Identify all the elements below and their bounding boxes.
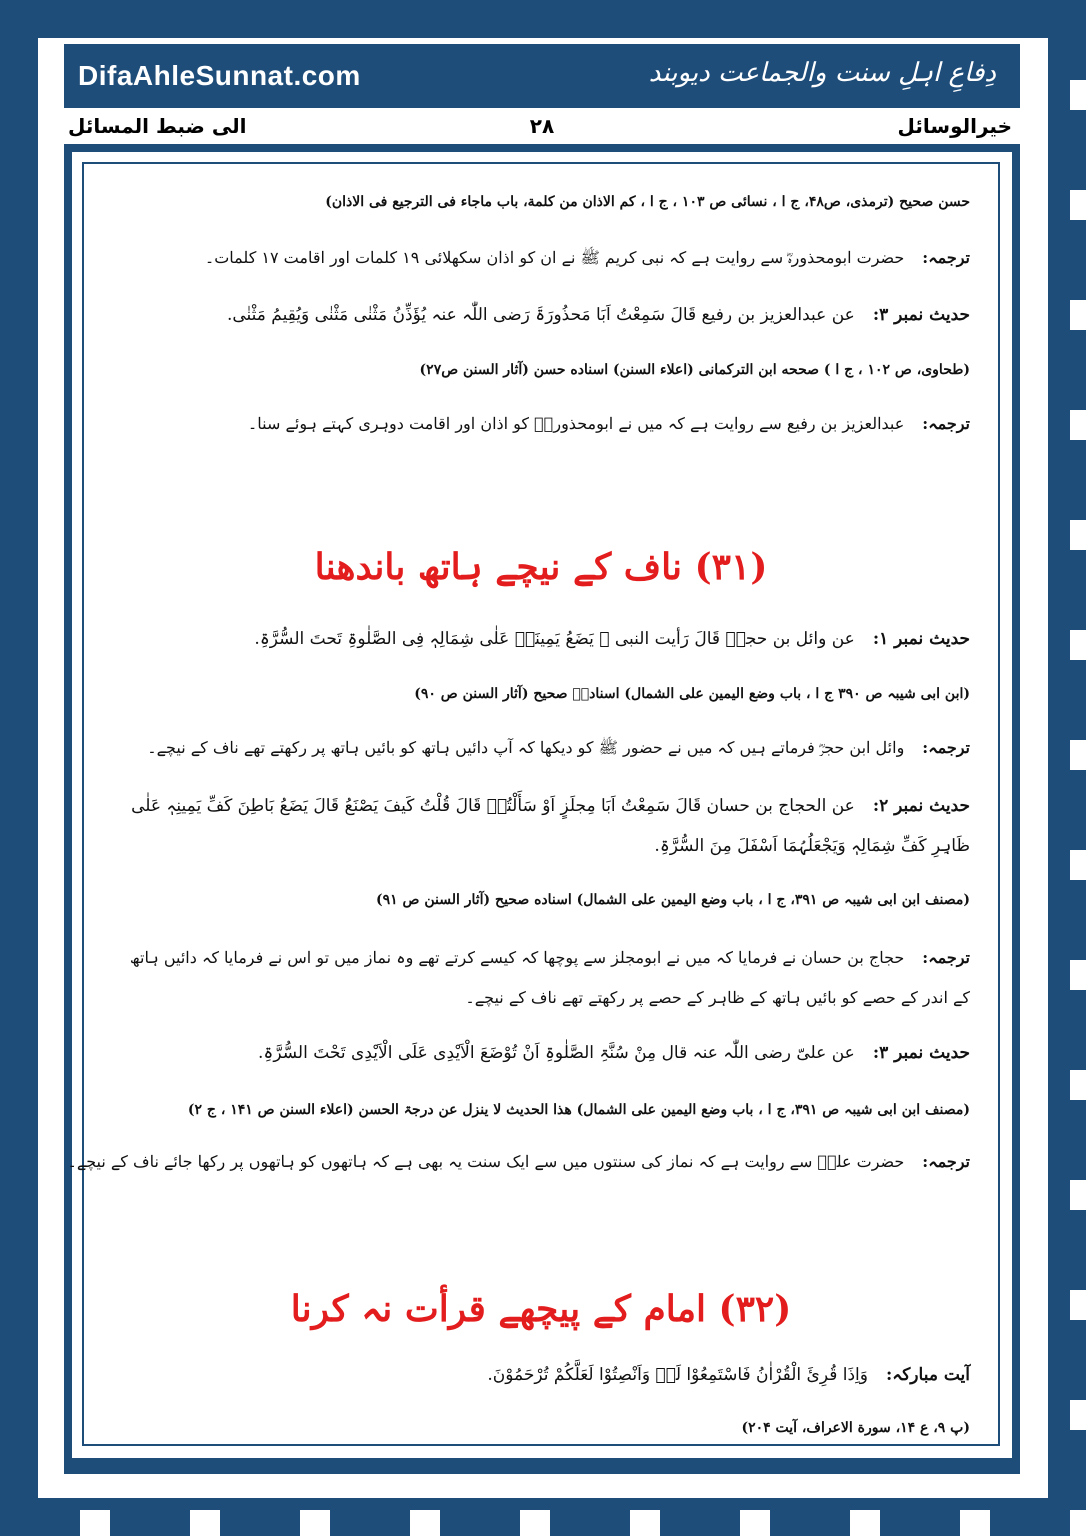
translation-line: ترجمہ:حضرت علیؓ سے روایت ہے کہ نماز کی سنتوں میں سے ایک سنت یہ بھی ہے کہ ہاتھوں کو ہاتھوں پر رکھا جائے ناف کے نیچے۔	[67, 1152, 970, 1171]
section-title: (۳۲) امام کے پیچھے قرأت نہ کرنا	[290, 1288, 792, 1330]
translation-line: ترجمہ:حجاج بن حسان نے فرمایا کہ میں نے ابومجلز سے پوچھا کہ کیسے کرتے تھے وہ نماز میں تو اس نے فرمایا کہ دائیں ہاتھ کے اندر کے حصے کو بائیں ہاتھ کے ظاہر کے حصے پر رکھتے تھے ناف کے نیچے۔	[129, 948, 970, 1007]
running-header-right: خیرالوسائل	[897, 114, 1012, 138]
hadith-line: حدیث نمبر ۱:عن وائل بن حجرؓ قَالَ رَأیت النبی ﷺ یَضَعُ یَمِینَہٗ عَلٰی شِمَالِہٖ فِی الصَّلٰوۃِ تَحتَ السُّرَّۃِ.	[254, 629, 970, 649]
running-header	[64, 108, 1020, 144]
translation-line: ترجمہ:وائل ابن حجرؓ فرماتے ہیں کہ میں نے حضور ﷺ کو دیکھا کہ آپ دائیں ہاتھ کو بائیں ہاتھ پر رکھتے تھے ناف کے نیچے۔	[147, 738, 970, 757]
translation-line: ترجمہ:عبدالعزیز بن رفیع سے روایت ہے کہ میں نے ابومحذورہؓ کو اذان اور اقامت دوہری کہتے ہوئے سنا۔	[247, 414, 970, 433]
reference-line: حسن صحیح (ترمذی، ص۴۸، ج ا ، نسائی ص ۱۰۳ ، ج ا ، کم الاذان من کلمة، باب ماجاء فی الترجیع فی الاذان)	[325, 194, 970, 210]
hadith-line: حدیث نمبر ۲:عن الحجاج بن حسان قَالَ سَمِعْتُ اَبَا مِجلَزٍ اَوْ سَأَلْتُہٗ قَالَ قُلْتُ کَیفَ یَصْنَعُ قَالَ یَضَعُ بَاطِنَ کَفِّ یَمِینِہٖ عَلٰی ظَاہِرِ کَفِّ شِمَالِہٖ وَیَجْعَلُہُمَا اَسْفَلَ مِنَ السُّرَّۃِ.	[131, 796, 970, 856]
content-area	[67, 152, 1012, 1458]
translation-line: ترجمہ:حضرت ابومحذورہؓ سے روایت ہے کہ نبی کریم ﷺ نے ان کو اذان سکھلائی ۱۹ کلمات اور اقامت ۱۷ کلمات۔	[204, 248, 970, 267]
reference-line: (مصنف ابن ابی شیبہ ص ۳۹۱، ج ا ، باب وضع الیمین علی الشمال) ھذا الحدیث لا ینزل عن درجۃ الحسن (اعلاء السنن ص ۱۴۱ ، ج ۲)	[187, 1102, 970, 1118]
page-header	[64, 44, 1020, 108]
site-url: DifaAhleSunnat.com	[78, 60, 361, 91]
content-frame	[67, 162, 1000, 1446]
hadith-line: حدیث نمبر ۳:عن علیّ رضی اللّٰہ عنہ قال مِنْ سُنَّۃِ الصَّلٰوۃِ اَنْ تُوْضَعَ الْاَیْدِی عَلَی الْاَیْدِی تَحْتَ السُّرَّۃِ.	[258, 1043, 970, 1063]
page-number: ۲۸	[529, 114, 555, 138]
reference-line: (طحاوی، ص ۱۰۲ ، ج ا ) صححه ابن التركمانی (اعلاء السنن) اسناده حسن (آثار السنن ص۲۷)	[419, 362, 970, 378]
reference-line: (مصنف ابن ابی شیبہ ص ۳۹۱، ج ا ، باب وضع الیمین علی الشمال) اسناده صحیح (آثار السنن ص ۹۱)	[375, 892, 970, 908]
running-header-left: الى ضبط المسائل	[68, 114, 247, 138]
site-slogan: دِفاعِ اہلِ سنت والجماعت دیوبند	[648, 58, 996, 88]
section-title: (۳۱) ناف کے نیچے ہاتھ باندھنا	[314, 546, 768, 588]
reference-line: (پ ۹، ع ۱۴، سورة الاعراف، آیت ۲۰۴)	[741, 1420, 970, 1436]
reference-line: (ابن ابی شیبہ ص ۳۹۰ ج ا ، باب وضع الیمین علی الشمال) اسنادہٗ صحیح (آثار السنن ص ۹۰)	[414, 686, 970, 702]
hadith-line: حدیث نمبر ۳:عن عبدالعزیز بن رفیع قَالَ سَمِعْتُ اَبَا مَحذُورَۃَ رَضی اللّٰہ عنہ یُؤَذِّنُ مَثْنٰی مَثْنٰی وَیُقِیمُ مَثْنٰی.	[226, 305, 970, 325]
verse-line: آیت مبارکہ:وَاِذَا قُرِئَ الْقُرْاٰنُ فَاسْتَمِعُوْا لَہٗ وَاَنْصِتُوْا لَعَلَّکُمْ تُرْحَمُوْنَ.	[487, 1365, 970, 1385]
